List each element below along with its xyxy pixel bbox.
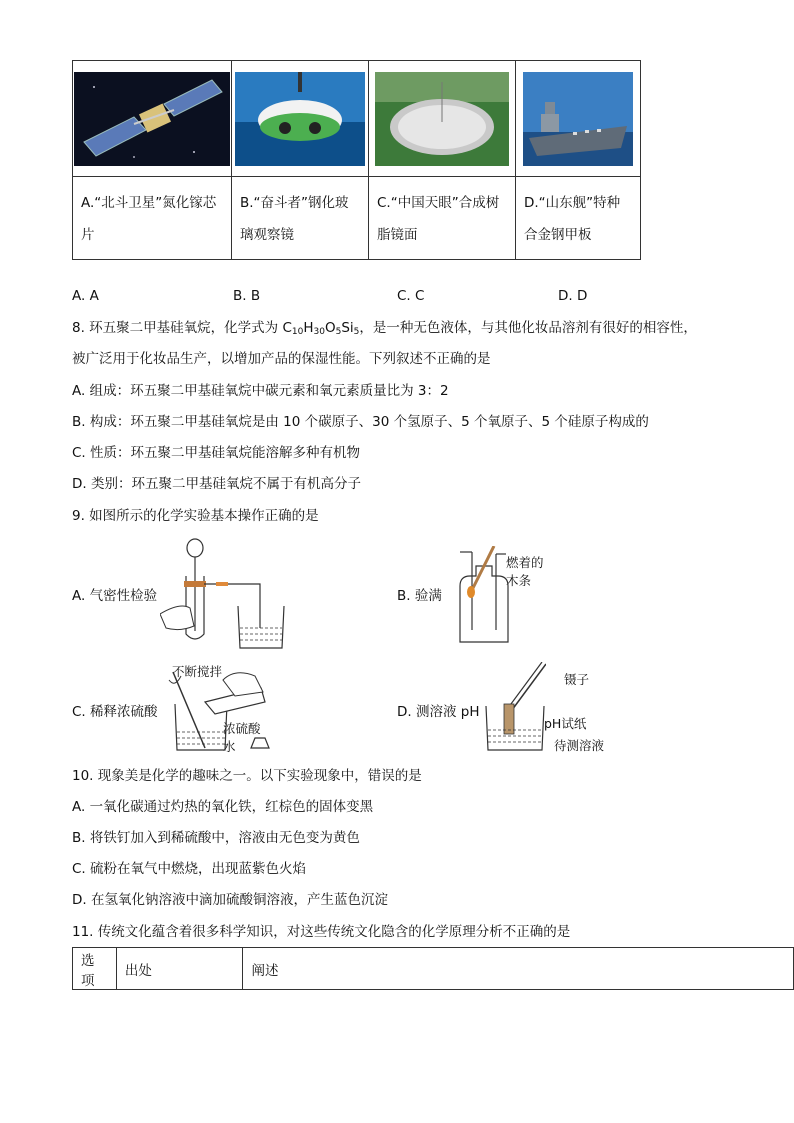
header-explain: 阐述 — [243, 948, 794, 990]
caption-b: B.“奋斗者”钢化玻璃观察镜 — [232, 177, 369, 260]
cell-c-image — [369, 61, 516, 177]
q8-option-d: D. 类别：环五聚二甲基硅氧烷不属于有机高分子 — [72, 476, 361, 492]
caption-c: C.“中国天眼”合成树脂镜面 — [369, 177, 516, 260]
q10-option-b: B. 将铁钉加入到稀硫酸中，溶液由无色变为黄色 — [72, 830, 360, 846]
header-source: 出处 — [116, 948, 243, 990]
q9-stem: 9. 如图所示的化学实验基本操作正确的是 — [72, 508, 319, 524]
c-label-acid: 浓硫酸 — [223, 721, 261, 736]
c-label-water: 水 — [223, 739, 236, 754]
q7-option-a: A. A — [72, 288, 99, 304]
b-label-stick: 木条 — [506, 573, 532, 588]
airtight-check-diagram — [160, 536, 300, 651]
q10-option-d: D. 在氢氧化钠溶液中滴加硫酸铜溶液，产生蓝色沉淀 — [72, 892, 388, 908]
cell-d-image — [516, 61, 641, 177]
q11-stem: 11. 传统文化蕴含着很多科学知识，对这些传统文化隐含的化学原理分析不正确的是 — [72, 924, 571, 940]
satellite-image — [74, 72, 230, 166]
submersible-image — [235, 72, 365, 166]
d-label-tweezers: 镊子 — [564, 672, 590, 687]
q8-option-c: C. 性质：环五聚二甲基硅氧烷能溶解多种有机物 — [72, 445, 361, 461]
b-label-burning: 燃着的 — [506, 555, 544, 570]
c-label-stir: 不断搅拌 — [172, 664, 223, 679]
q10-option-c: C. 硫粉在氧气中燃烧，出现蓝紫色火焰 — [72, 861, 307, 877]
q8-option-b: B. 构成：环五聚二甲基硅氧烷是由 10 个碳原子、30 个氢原子、5 个氧原子、5 个硅原子构成的 — [72, 414, 649, 430]
ph-test-diagram — [484, 662, 546, 754]
q7-image-table — [72, 60, 641, 260]
q8-option-a: A. 组成：环五聚二甲基硅氧烷中碳元素和氧元素质量比为 3：2 — [72, 383, 449, 399]
caption-a: A.“北斗卫星”氮化镓芯片 — [73, 177, 232, 260]
q9-option-c: C. 稀释浓硫酸 — [72, 704, 158, 720]
header-option: 选项 — [73, 948, 117, 990]
cell-b-image — [232, 61, 369, 177]
q7-option-d: D. D — [558, 288, 588, 304]
q11-table — [72, 947, 794, 990]
d-label-solution: 待测溶液 — [554, 738, 605, 753]
q10-option-a: A. 一氧化碳通过灼热的氧化铁，红棕色的固体变黑 — [72, 799, 374, 815]
cell-a-image — [73, 61, 232, 177]
q10-stem: 10. 现象美是化学的趣味之一。以下实验现象中，错误的是 — [72, 768, 422, 784]
q7-option-c: C. C — [397, 288, 425, 304]
q8-stem-2: 被广泛用于化妆品生产，以增加产品的保湿性能。下列叙述不正确的是 — [72, 351, 491, 367]
d-label-paper: pH试纸 — [544, 716, 587, 731]
q7-option-b: B. B — [233, 288, 261, 304]
q9-option-b: B. 验满 — [397, 588, 442, 604]
q9-option-a: A. 气密性检验 — [72, 588, 158, 604]
q9-option-d: D. 测溶液 pH — [397, 704, 480, 720]
aircraft-carrier-image — [523, 72, 633, 166]
q8-stem: 8. 环五聚二甲基硅氧烷，化学式为 $C_{10}H_{30}O_5Si_5$，是一种无色液体，与其他化妆品溶剂有很好的相容性， — [72, 320, 697, 337]
caption-d: D.“山东舰”特种合金钢甲板 — [516, 177, 641, 260]
fast-telescope-image — [375, 72, 509, 166]
